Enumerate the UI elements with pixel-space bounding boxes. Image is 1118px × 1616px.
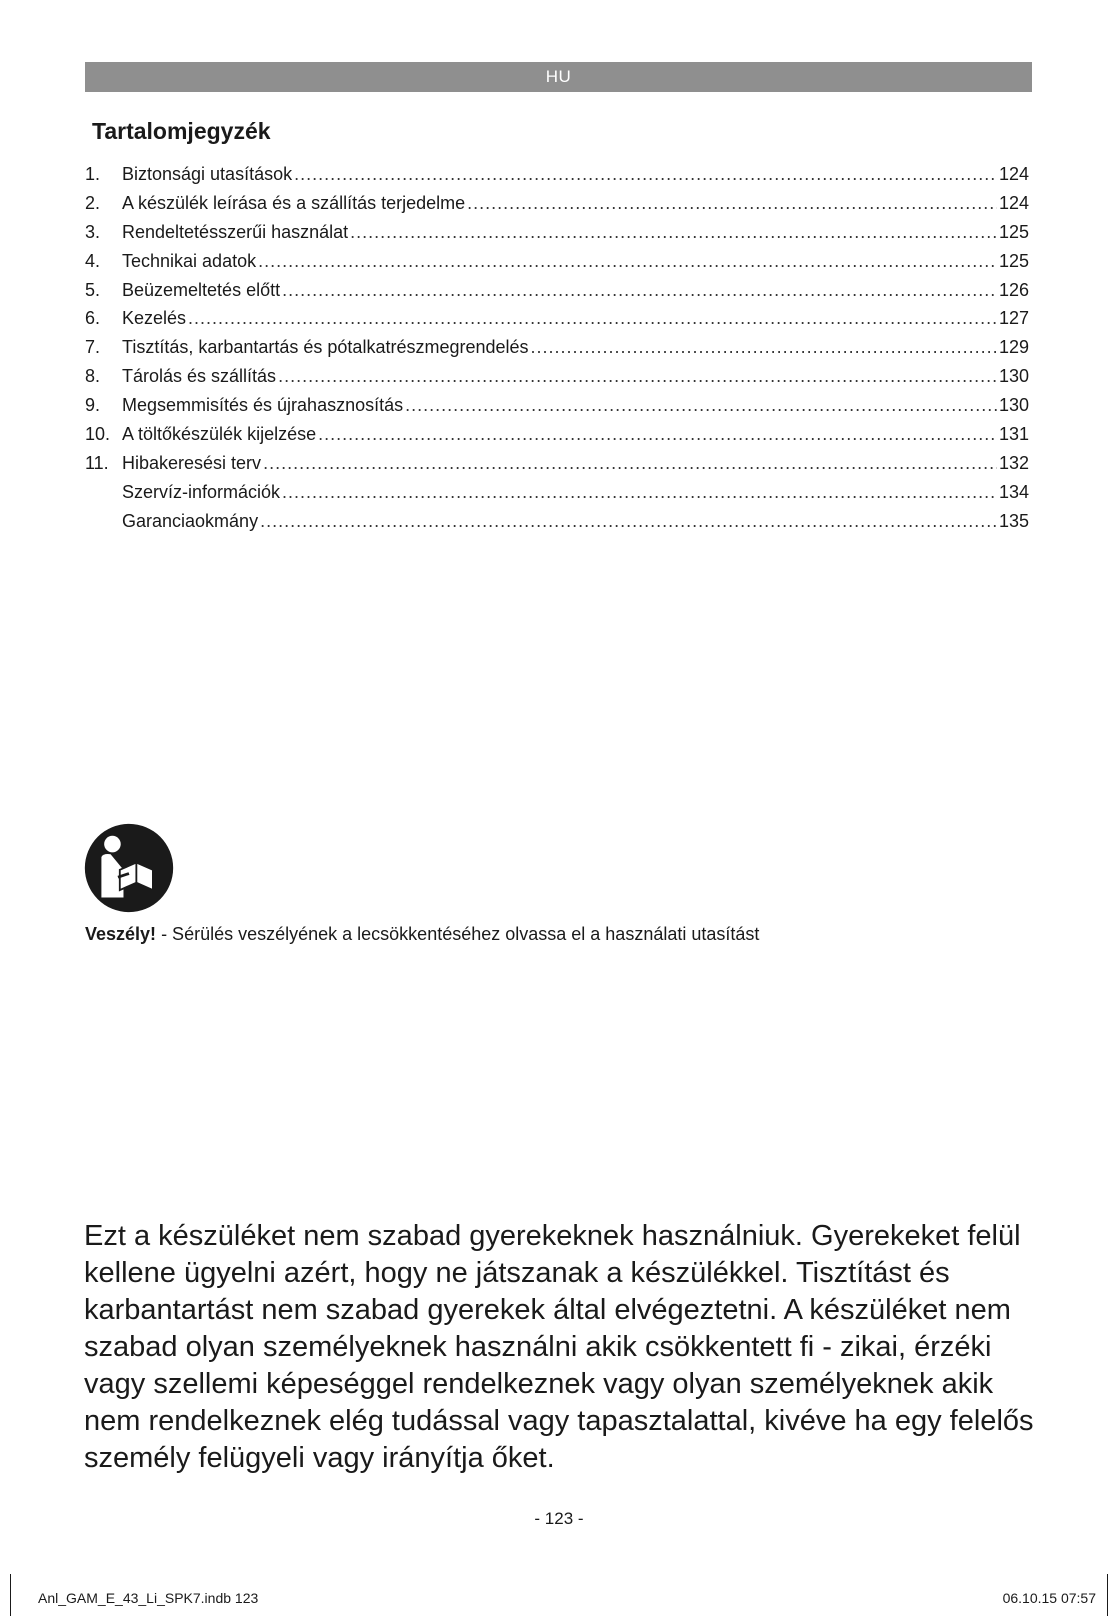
toc-entry bbox=[85, 391, 1029, 420]
toc-entry-page: 124 bbox=[998, 164, 1029, 184]
toc-entry-label: Tisztítás, karbantartás és pótalkatrészmegrendelés bbox=[122, 337, 529, 358]
toc-entry-number: 10. bbox=[85, 424, 111, 445]
toc-leader-dots bbox=[260, 507, 997, 536]
toc-entry-number: 6. bbox=[85, 308, 101, 329]
toc-entry-label: Garanciaokmány bbox=[122, 510, 259, 531]
toc-leader-dots bbox=[350, 218, 997, 247]
toc-entry-page: 131 bbox=[998, 424, 1029, 445]
warning-message: - Sérülés veszélyének a lecsökkentéséhez olvassa el a használati utasítást bbox=[156, 924, 760, 944]
toc-leader-dots bbox=[318, 420, 997, 449]
language-code: HU bbox=[545, 67, 572, 86]
toc-entry-page: 125 bbox=[998, 250, 1029, 271]
toc-leader-dots bbox=[282, 478, 997, 507]
footer-datetime: 06.10.15 07:57 bbox=[1002, 1590, 1096, 1606]
toc-entry-number: 9. bbox=[85, 395, 101, 416]
toc-leader-dots bbox=[531, 333, 997, 362]
toc-entry-label: Biztonsági utasítások bbox=[122, 164, 293, 184]
toc-entry-page: 130 bbox=[998, 395, 1029, 416]
toc-entry-number: 8. bbox=[85, 366, 101, 387]
footer-file: Anl_GAM_E_43_Li_SPK7.indb 123 bbox=[38, 1590, 259, 1606]
toc-leader-dots bbox=[282, 276, 997, 305]
warning-label: Veszély! bbox=[85, 924, 157, 944]
toc-entry-label: Technikai adatok bbox=[122, 250, 257, 271]
toc-entry-label: Rendeltetésszerűi használat bbox=[122, 221, 349, 242]
toc-entry-label: Megsemmisítés és újrahasznosítás bbox=[122, 395, 404, 416]
toc-entry-label: Tárolás és szállítás bbox=[122, 366, 277, 387]
toc-entry bbox=[85, 362, 1029, 391]
toc-entry-page: 130 bbox=[998, 366, 1029, 387]
toc-entry bbox=[85, 449, 1029, 478]
toc-leader-dots bbox=[263, 449, 997, 478]
toc-entry-page: 134 bbox=[998, 481, 1029, 502]
toc-leader-dots bbox=[278, 362, 997, 391]
toc-entry-page: 127 bbox=[998, 308, 1029, 329]
warning-text bbox=[85, 924, 759, 945]
toc-entry-page: 132 bbox=[998, 452, 1029, 473]
toc-leader-dots bbox=[188, 304, 997, 333]
toc-entry bbox=[85, 218, 1029, 247]
toc-entry-page: 126 bbox=[998, 279, 1029, 300]
toc-entry-label: Szervíz-információk bbox=[122, 481, 281, 502]
toc-entry-number: 2. bbox=[85, 192, 101, 213]
crop-mark-left bbox=[10, 1574, 11, 1616]
toc-entry bbox=[85, 276, 1029, 305]
toc-entry-number: 5. bbox=[85, 279, 101, 300]
toc-entry bbox=[85, 247, 1029, 276]
toc-entry-page: 124 bbox=[998, 192, 1029, 213]
toc-entry-page: 135 bbox=[998, 510, 1029, 531]
toc-leader-dots bbox=[258, 247, 997, 276]
toc-entry bbox=[85, 304, 1029, 333]
toc-entry bbox=[85, 507, 1029, 536]
toc-entry-page: 129 bbox=[998, 337, 1029, 358]
toc-entry bbox=[85, 333, 1029, 362]
toc-entry bbox=[85, 420, 1029, 449]
toc-entry bbox=[85, 478, 1029, 507]
crop-mark-right bbox=[1107, 1574, 1108, 1616]
toc-entry-number: 11. bbox=[85, 452, 109, 473]
toc-title: Tartalomjegyzék bbox=[92, 118, 271, 144]
table-of-contents bbox=[85, 160, 1029, 536]
toc-entry-label: Kezelés bbox=[122, 308, 187, 329]
toc-entry bbox=[85, 160, 1029, 189]
toc-entry-label: Beüzemeltetés előtt bbox=[122, 279, 281, 300]
toc-entry-number: 7. bbox=[85, 337, 101, 358]
toc-entry-number: 3. bbox=[85, 221, 101, 242]
read-manual-icon bbox=[83, 822, 175, 914]
safety-notice: Ezt a készüléket nem szabad gyerekeknek használniuk. Gyerekeket felül kellene ügyelni azért, hogy ne játszanak a készülékkel. Tisztítást és karbantartást nem szabad gyerekek által elvégeztetni. A készüléket nem szabad olyan személyeknek használni akik csökkentett fi - zikai, érzéki vagy szellemi képeséggel rendelkeznek vagy olyan személyeknek akik nem rendelkeznek elég tudással vagy tapasztalattal, kivéve ha egy felelős személy felügyeli vagy irányítja őket. bbox=[84, 1220, 1034, 1474]
language-header-bar bbox=[85, 62, 1032, 92]
toc-entry-label: A készülék leírása és a szállítás terjedelme bbox=[122, 192, 466, 213]
toc-leader-dots bbox=[405, 391, 997, 420]
toc-entry-label: Hibakeresési terv bbox=[122, 452, 262, 473]
toc-entry bbox=[85, 189, 1029, 218]
toc-entry-number: 1. bbox=[85, 164, 101, 184]
toc-leader-dots bbox=[467, 189, 997, 218]
toc-leader-dots bbox=[294, 160, 997, 189]
toc-entry-number: 4. bbox=[85, 250, 101, 271]
toc-entry-label: A töltőkészülék kijelzése bbox=[122, 424, 317, 445]
page-number: - 123 - bbox=[534, 1509, 584, 1528]
toc-entry-page: 125 bbox=[998, 221, 1029, 242]
